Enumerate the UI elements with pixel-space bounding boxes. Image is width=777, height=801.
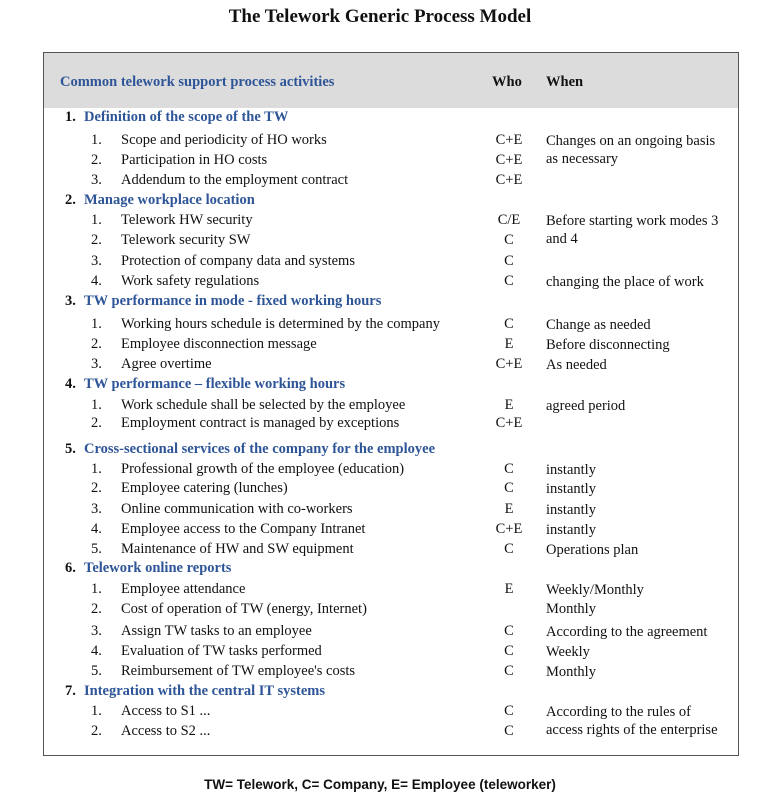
who-cell: C [504,232,514,248]
process-table: Common telework support process activities Who When 1. Definition of the scope of the TW 1. Scope and periodicity of HO works C+E 2. Participation in HO costs C+E 3. Addendum to the employment contract C+E Changes on an ongoing basis as necessary 2. Manage workplace location 1. Telework HW security C/E 2. Telework security SW C 3. Protection of company data and systems C 4. Work safety regulations C Before starting work modes 3 and 4 changing the place of work 3. TW performance in mode - fixed working hours 1. Working hours schedule is determined by the company C 2. Employee disconnection message E 3. Agree overtime C+E Change as needed Before disconnecting As needed 4. TW performance – flexible working hours 1. Work schedule shall be selected by the employee E 2. Employment contract is managed by exceptions C+E agreed period 5. Cross-sectional services of the company for the employee 1. Professional growth of the employee (education) C 2. Employee catering (lunches) C 3. Online communication with co-workers E 4. Employee access to the Company Intranet C+E 5. Maintenance of HW and SW equipment C instantly instantly instantly instantly Operations plan 6. Telework online reports 1. Employee attendance E 2. Cost of operation of TW (energy, Internet) 3. Assign TW tasks to an employee C 4. Evaluation of TW tasks performed C 5. Reimbursement of TW employee's costs C Weekly/Monthly Monthly According to the agreement Weekly Monthly 7. Integration with the central IT systems 1. Access to S1 ... C 2. Access to S2 ... C According to the rules of access rights of the enterprise [43,52,739,756]
who-cell: C [504,273,514,289]
table-header [44,53,738,108]
when-cell: According to the rules of [546,704,691,720]
when-cell: and 4 [546,231,578,247]
when-cell: instantly [546,502,596,518]
when-cell: instantly [546,462,596,478]
who-cell: E [504,501,514,517]
who-cell: C [504,541,514,557]
when-cell: Change as needed [546,317,651,333]
who-cell: C+E [495,152,523,168]
who-cell: C [504,703,514,719]
who-cell: C [504,723,514,739]
who-cell: C+E [495,132,523,148]
when-cell: access rights of the enterprise [546,722,718,738]
page-title: The Telework Generic Process Model [228,6,532,27]
when-cell: agreed period [546,398,626,414]
who-cell: C/E [497,212,521,228]
who-cell: C [504,461,514,477]
when-cell: As needed [546,357,607,373]
section-title-6: 6. Telework online reports [65,560,232,576]
who-cell: E [504,397,514,413]
who-cell: C [504,253,514,269]
who-cell: C [504,623,514,639]
when-cell: Monthly [546,601,596,617]
section-title-3: 3. TW performance in mode - fixed working hours [65,293,382,309]
header-who: Who [492,74,522,90]
section-title-5: 5. Cross-sectional services of the company for the employee [65,441,436,457]
when-cell: Changes on an ongoing basis [546,133,716,149]
who-cell: C [504,480,514,496]
section-title-4: 4. TW performance – flexible working hours [65,376,346,392]
who-cell: C+E [495,415,523,431]
section-title-1: 1. Definition of the scope of the TW [65,109,289,125]
when-cell: Before disconnecting [546,337,670,353]
when-cell: Operations plan [546,542,639,558]
when-cell: Weekly [546,644,590,660]
when-cell: Before starting work modes 3 [546,213,719,229]
when-cell: changing the place of work [546,274,704,290]
when-cell: Weekly/Monthly [546,582,644,598]
who-cell: C [504,316,514,332]
section-title-7: 7. Integration with the central IT systems [65,683,325,699]
when-cell: According to the agreement [546,624,708,640]
who-cell: C+E [495,172,523,188]
who-cell: C+E [495,521,523,537]
when-cell: as necessary [546,151,619,167]
header-when: When [546,74,584,90]
who-cell: C+E [495,356,523,372]
who-cell: C [504,663,514,679]
when-cell: instantly [546,481,596,497]
who-cell: E [504,336,514,352]
section-title-2: 2. Manage workplace location [65,192,255,208]
when-cell: instantly [546,522,596,538]
footnote: TW= Telework, C= Company, E= Employee (teleworker) [204,777,556,792]
when-cell: Monthly [546,664,596,680]
who-cell: E [504,581,514,597]
who-cell: C [504,643,514,659]
header-activities: Common telework support process activities [60,74,335,90]
